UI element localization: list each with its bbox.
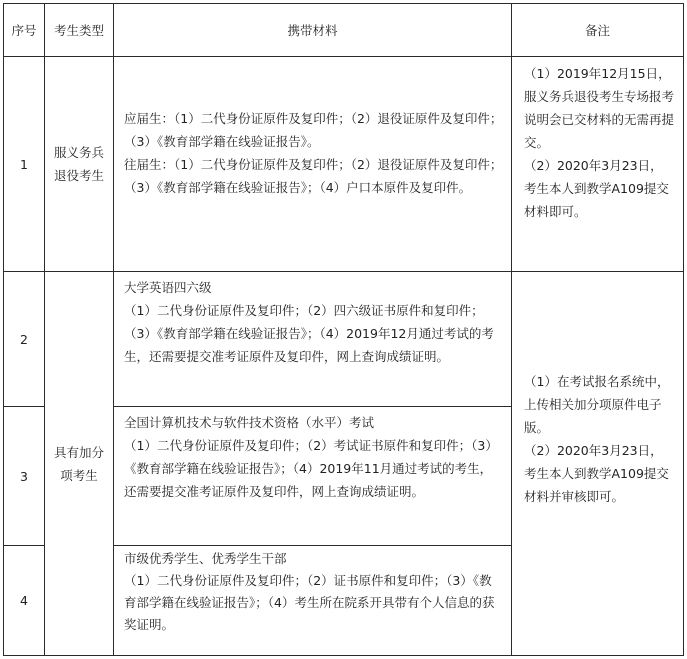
bonus-remark-2: （2）2020年3月23日，考生本人到教学A109提交材料并审核即可。 (524, 443, 669, 504)
table-border-bottom (3, 655, 684, 656)
header-type-text: 考生类型 (53, 22, 104, 38)
header-type (48, 4, 110, 56)
row3-material-title: 全国计算机技术与软件技术资格（水平）考试 (124, 415, 375, 430)
row3-materials (114, 411, 511, 503)
header-materials (114, 4, 511, 56)
row2-material-title: 大学英语四六级 (124, 280, 212, 295)
header-no-text: 序号 (11, 22, 37, 38)
row1-materials (114, 107, 511, 199)
row2-divider-right (113, 406, 511, 407)
row1-type-text: 服义务兵退役考生 (53, 145, 104, 183)
row2-no-text: 2 (20, 331, 28, 347)
row4-materials (114, 548, 511, 636)
bonus-remark-1: （1）在考试报名系统中，上传相关加分项原件电子版。 (524, 374, 670, 435)
header-materials-text: 携带材料 (287, 22, 338, 38)
header-remarks (512, 4, 683, 56)
row2-no (4, 272, 44, 406)
row1-remark-1: （1）2019年12月15日，服义务兵退役考生专场报考说明会已交材料的无需再提交。 (524, 66, 675, 150)
row2-materials (114, 276, 511, 368)
row4-material-detail: （1）二代身份证原件及复印件；（2）证书原件和复印件；（3）《教育部学籍在线验证报告》；（4）考生所在院系开具带有个人信息的获奖证明。 (124, 573, 495, 632)
row1-remarks (512, 62, 683, 223)
row4-material-title: 市级优秀学生、优秀学生干部 (124, 551, 287, 566)
bonus-type (50, 272, 108, 655)
row1-no (4, 57, 44, 271)
row3-no (4, 407, 44, 545)
row2-material-detail: （1）二代身份证原件及复印件；（2）四六级证书原件和复印件；（3）《教育部学籍在线验证报告》；（4）2019年12月通过考试的考生，还需要提交准考证原件及复印件，网上查询成绩证明。 (124, 303, 494, 364)
row4-no (4, 546, 44, 655)
row1-no-text: 1 (20, 156, 28, 172)
row1-type (50, 57, 108, 271)
header-remarks-text: 备注 (584, 22, 610, 38)
row4-no-text: 4 (20, 593, 28, 608)
row1-remark-2: （2）2020年3月23日，考生本人到教学A109提交材料即可。 (524, 158, 669, 219)
row3-divider-right (113, 545, 511, 546)
row3-no-text: 3 (20, 468, 28, 484)
col-divider-1 (44, 3, 45, 656)
header-no (8, 4, 40, 56)
row1-material-fresh: 应届生：（1）二代身份证原件及复印件；（2）退役证原件及复印件；（3）《教育部学籍在线验证报告》。 (124, 111, 503, 149)
bonus-remarks (512, 370, 683, 508)
bonus-type-text: 具有加分项考生 (53, 444, 104, 483)
row3-material-detail: （1）二代身份证原件及复印件；（2）考试证书原件和复印件；（3）《教育部学籍在线验证报告》；（4）2019年11月通过考试的考生，还需要提交准考证原件及复印件，网上查询成绩证明。 (124, 438, 498, 499)
table-border-right (683, 3, 684, 656)
row1-material-previous: 往届生：（1）二代身份证原件及复印件；（2）退役证原件及复印件；（3）《教育部学籍在线验证报告》；（4）户口本原件及复印件。 (124, 157, 503, 195)
